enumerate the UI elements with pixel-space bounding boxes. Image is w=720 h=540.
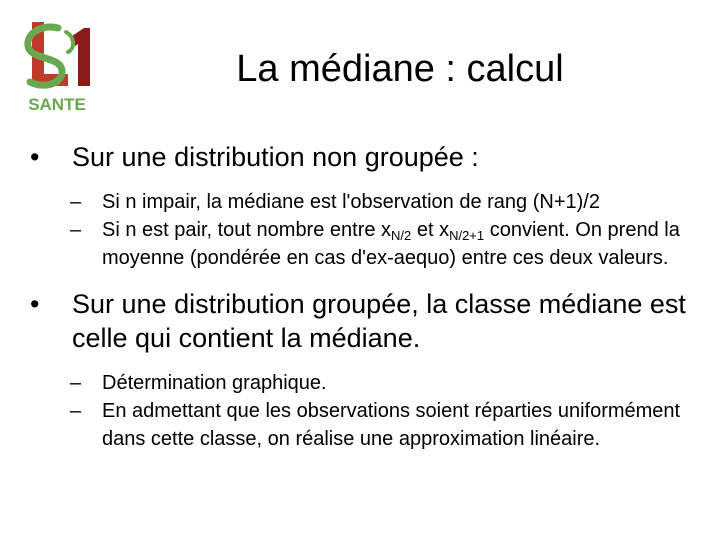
bullet-text: Sur une distribution non groupée : [72, 142, 479, 172]
bullet-grouped [30, 287, 715, 355]
dash-marker: – [70, 219, 82, 241]
sub-bullet-text: Si n impair, la médiane est l'observation de rang (N+1)/2 [102, 191, 600, 213]
sub-bullet-text-part2: et x [411, 219, 450, 241]
sub-bullet-text: Détermination graphique. [102, 372, 327, 394]
slide-title: La médiane : calcul [236, 48, 564, 90]
sub-bullet-graphical [30, 369, 715, 397]
sub-bullet-text-part1: Si n est pair, tout nombre entre x [102, 219, 392, 241]
dash-marker: – [70, 191, 82, 213]
dash-marker: – [70, 372, 82, 394]
sub-bullet-even [30, 216, 715, 272]
bullet-marker: • [30, 289, 40, 319]
sub-bullet-text-part3: convient. On prend la moyenne (pondérée en cas d'ex-aequo) entre ces deux valeurs. [102, 219, 680, 269]
logo-text: SANTE [28, 95, 86, 114]
bullet-marker: • [30, 142, 40, 172]
l1-sante-logo [14, 18, 100, 118]
slide-content [30, 140, 715, 453]
sub-bullet-text: En admettant que les observations soient réparties uniformément dans cette classe, on réalise une approximation linéaire. [102, 400, 681, 450]
dash-marker: – [70, 400, 82, 422]
sub-bullet-odd [30, 188, 715, 216]
logo-graphic [14, 18, 100, 118]
bullet-text: Sur une distribution groupée, la classe médiane est celle qui contient la médiane. [72, 289, 686, 353]
subscript-n-half-plus-one: N/2+1 [449, 228, 485, 243]
sub-bullet-linear [30, 397, 715, 453]
subscript-n-half: N/2 [391, 228, 412, 243]
bullet-ungrouped [30, 140, 715, 174]
